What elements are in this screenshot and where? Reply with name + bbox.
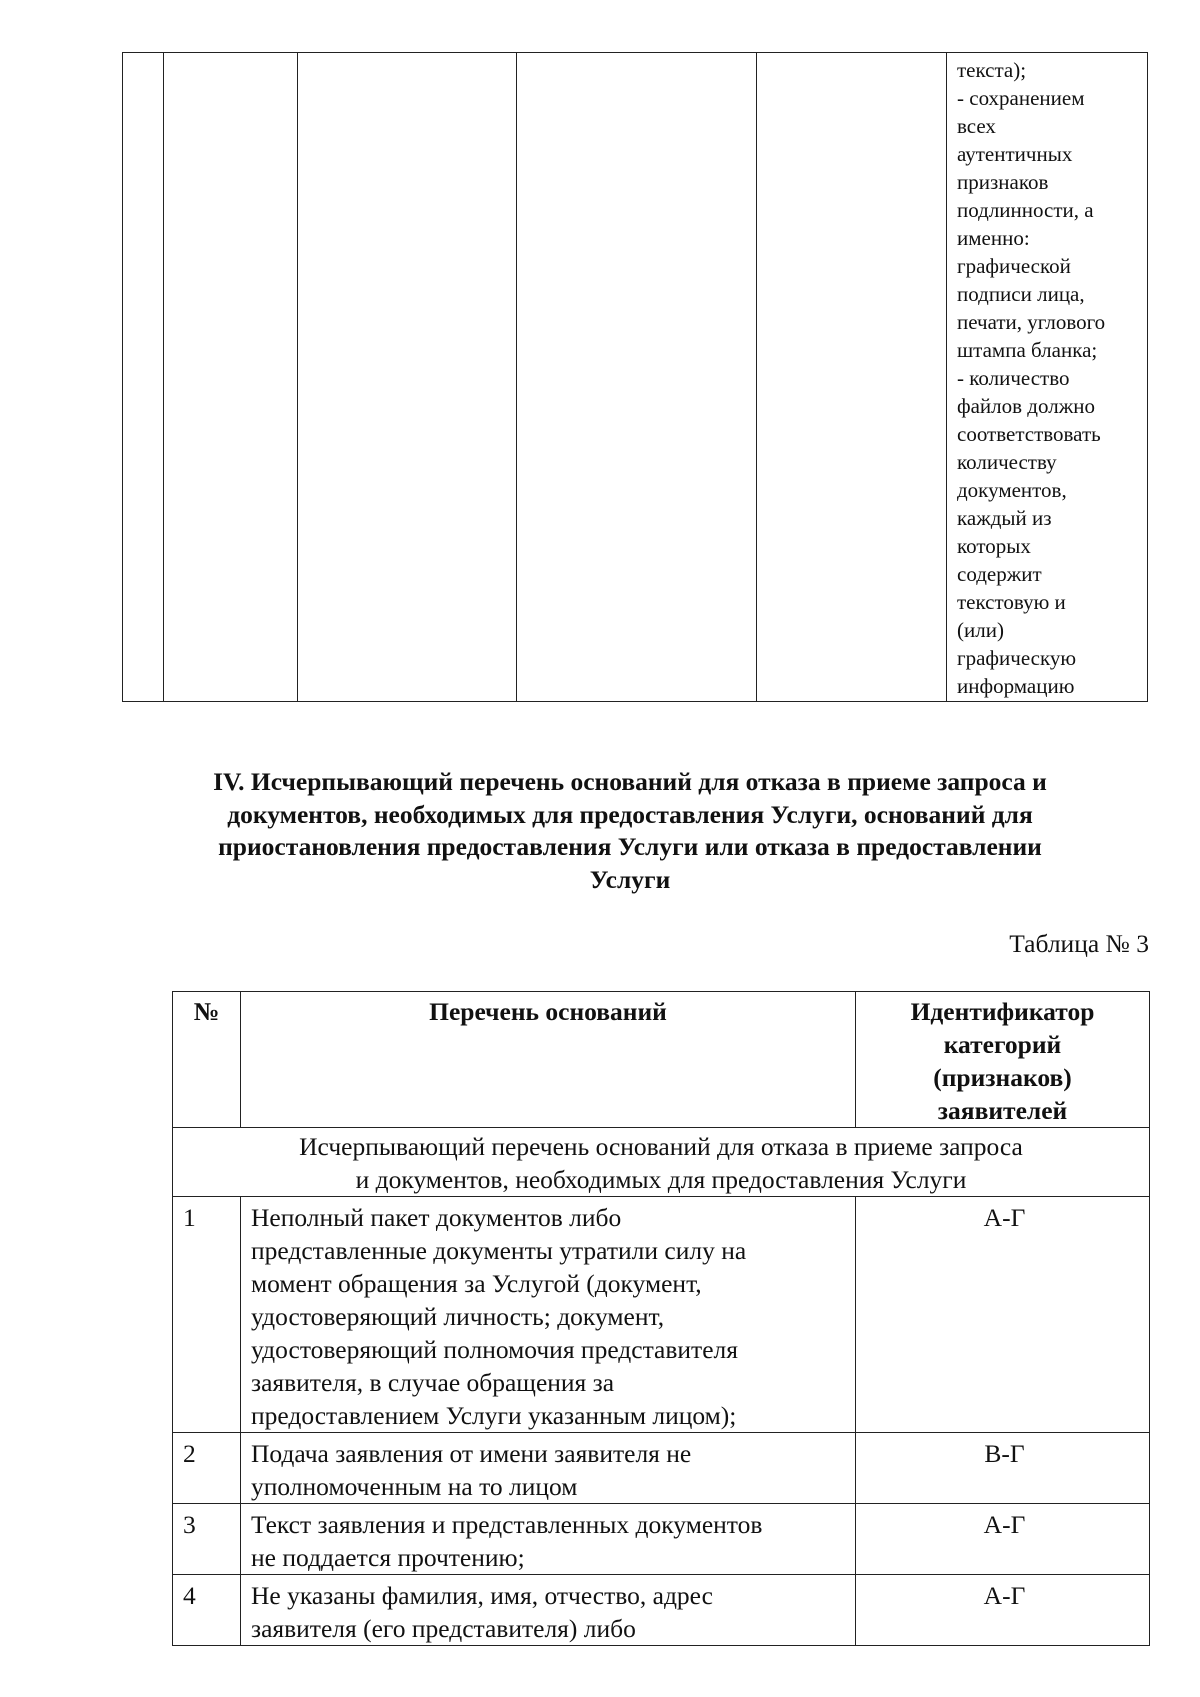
row-number: 1 [173,1197,241,1433]
cell-line: признаков [957,170,1049,194]
row-line: Текст заявления и представленных документов [251,1510,763,1539]
table-row [173,1504,1150,1575]
cell-line: которых [957,534,1031,558]
heading-line: Услуги [589,864,671,894]
table-caption: Таблица № 3 [1009,929,1149,958]
cell-line: текстовую и [957,590,1066,614]
table-cell [517,53,757,702]
cell-line: соответствовать [957,422,1101,446]
table-row [173,1197,1150,1433]
header-line: заявителей [937,1096,1068,1125]
cell-line: каждый из [957,506,1052,530]
cell-line: именно: [957,226,1030,250]
row-line: представленные документы утратили силу на [251,1236,747,1265]
table-cell [298,53,517,702]
continued-table [122,52,1148,702]
group-row [173,1128,1150,1197]
section-heading [150,766,1110,896]
heading-line: IV. Исчерпывающий перечень оснований для отказа в приеме запроса и [213,767,1047,796]
row-text [241,1433,856,1504]
table-row [123,53,1148,702]
row-number: 4 [173,1575,241,1646]
cell-line: - количество [957,366,1070,390]
table-cell [757,53,947,702]
row-line: Подача заявления от имени заявителя не [251,1439,692,1468]
header-identifier [856,992,1150,1128]
cell-line: количеству [957,450,1057,474]
row-text [241,1197,856,1433]
row-line: момент обращения за Услугой (документ, [251,1269,702,1298]
table-cell [123,53,164,702]
row-line: Не указаны фамилия, имя, отчество, адрес [251,1581,713,1610]
row-identifier: А-Г [856,1197,1150,1433]
requirements-cell [947,53,1148,702]
row-number: 2 [173,1433,241,1504]
row-line: уполномоченным на то лицом [251,1472,578,1501]
row-number: 3 [173,1504,241,1575]
cell-line: - сохранением [957,86,1085,110]
row-line: заявителя, в случае обращения за [251,1368,615,1397]
cell-line: файлов должно [957,394,1095,418]
row-identifier: В-Г [856,1433,1150,1504]
header-line: категорий [943,1030,1062,1059]
cell-line: печати, углового [957,310,1106,334]
header-line: Идентификатор [910,997,1095,1026]
cell-line: информацию [957,674,1075,698]
row-line: не поддается прочтению; [251,1543,525,1572]
cell-line: документов, [957,478,1067,502]
header-line: (признаков) [933,1063,1072,1092]
row-line: Неполный пакет документов либо [251,1203,622,1232]
group-heading-cell [173,1128,1150,1197]
header-row [173,992,1150,1128]
cell-line: всех [957,114,996,138]
heading-line: документов, необходимых для предоставления Услуги, оснований для [227,799,1033,829]
row-line: удостоверяющий личность; документ, [251,1302,665,1331]
group-line: и документов, необходимых для предоставления Услуги [355,1165,967,1194]
cell-line: графической [957,254,1071,278]
row-line: удостоверяющий полномочия представителя [251,1335,738,1364]
group-line: Исчерпывающий перечень оснований для отказа в приеме запроса [299,1132,1023,1161]
cell-line: графическую [957,646,1077,670]
row-identifier: А-Г [856,1504,1150,1575]
cell-line: содержит [957,562,1042,586]
row-line: заявителя (его представителя) либо [251,1614,636,1643]
header-num: № [173,992,241,1128]
heading-line: приостановления предоставления Услуги или отказа в предоставлении [218,832,1042,861]
cell-line: текста); [957,58,1027,82]
table-row [173,1575,1150,1646]
cell-line: аутентичных [957,142,1073,166]
header-list: Перечень оснований [241,992,856,1128]
cell-line: подписи лица, [957,282,1085,306]
grounds-table [172,991,1150,1646]
row-text [241,1504,856,1575]
row-line: предоставлением Услуги указанным лицом); [251,1401,737,1430]
cell-line: подлинности, а [957,198,1094,222]
row-text [241,1575,856,1646]
table-cell [164,53,298,702]
row-identifier: А-Г [856,1575,1150,1646]
table-row [173,1433,1150,1504]
cell-line: штампа бланка; [957,338,1098,362]
cell-line: (или) [957,618,1004,642]
